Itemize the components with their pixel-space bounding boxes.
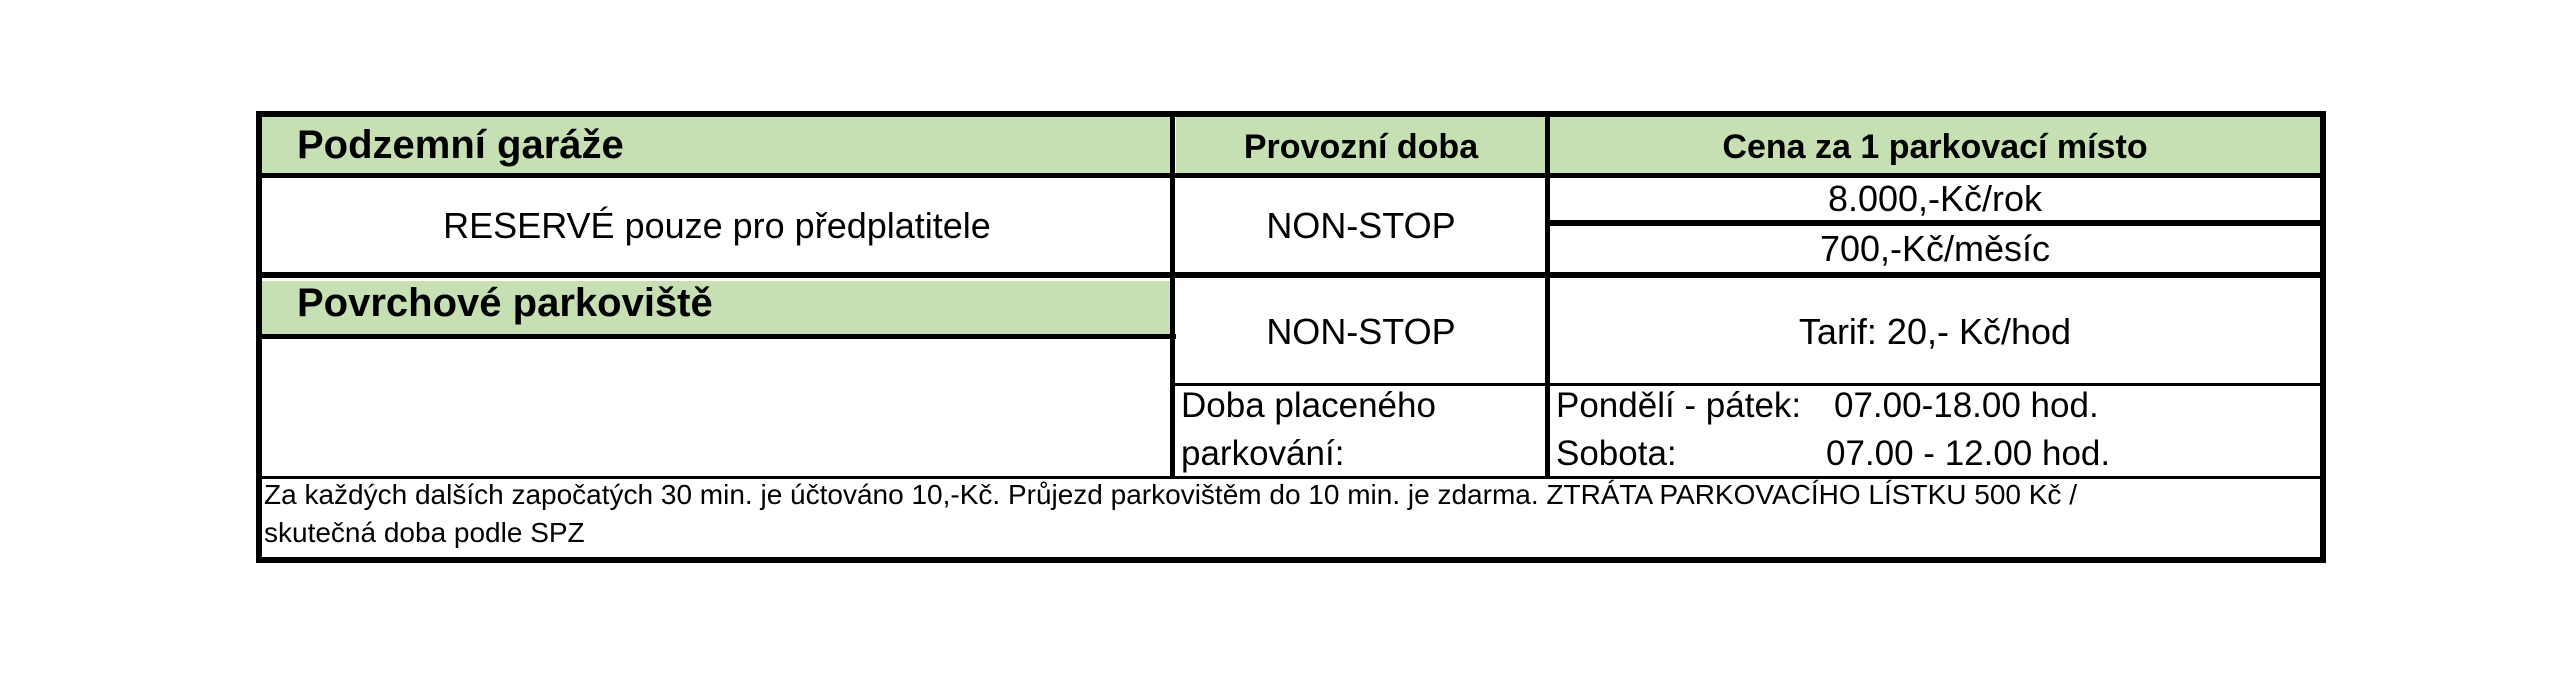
saturday-label: Sobota: <box>1556 434 1677 473</box>
saturday-time: 07.00 - 12.00 hod. <box>1826 434 2111 473</box>
paid-parking-label-line1: Doba placeného <box>1181 386 1436 425</box>
column-divider-1 <box>1170 111 1175 478</box>
garage-hours: NON-STOP <box>1266 205 1456 246</box>
surface-parking-title: Povrchové parkoviště <box>262 281 1172 337</box>
underground-garage-title: Podzemní garáže <box>262 117 1172 173</box>
footer-note-line1: Za každých dalších započatých 30 min. je účtováno 10,-Kč. Průjezd parkovištěm do 10 min. je zdarma. ZTRÁTA PARKOVACÍHO LÍSTKU 500 Kč / <box>264 479 2077 510</box>
paid-parking-label-line2: parkování: <box>1181 434 1345 473</box>
header-row-divider <box>256 173 2326 178</box>
column-divider-2 <box>1545 111 1550 478</box>
reserve-text: RESERVÉ pouze pro předplatitele <box>443 205 991 246</box>
footer-note-line2: skutečná doba podle SPZ <box>264 517 585 548</box>
surface-tariff: Tarif: 20,- Kč/hod <box>1798 311 2072 352</box>
price-per-year: 8.000,-Kč/rok <box>1827 178 2043 219</box>
surface-title-divider <box>256 334 1176 339</box>
price-header: Cena za 1 parkovací místo <box>1550 117 2320 173</box>
weekday-label: Pondělí - pátek: <box>1556 386 1802 425</box>
garage-row-divider <box>256 272 2326 278</box>
table-border-right <box>2320 111 2326 563</box>
weekday-time: 07.00-18.00 hod. <box>1834 386 2099 425</box>
price-rows-divider <box>1546 220 2324 226</box>
surface-hours: NON-STOP <box>1266 311 1456 352</box>
tariff-row-divider <box>1172 383 2322 386</box>
table-border-bottom <box>256 557 2326 563</box>
table-border-top <box>256 111 2326 117</box>
hours-header: Provozní doba <box>1176 117 1546 173</box>
price-per-month: 700,-Kč/měsíc <box>1819 228 2051 269</box>
footer-divider <box>256 476 2326 479</box>
